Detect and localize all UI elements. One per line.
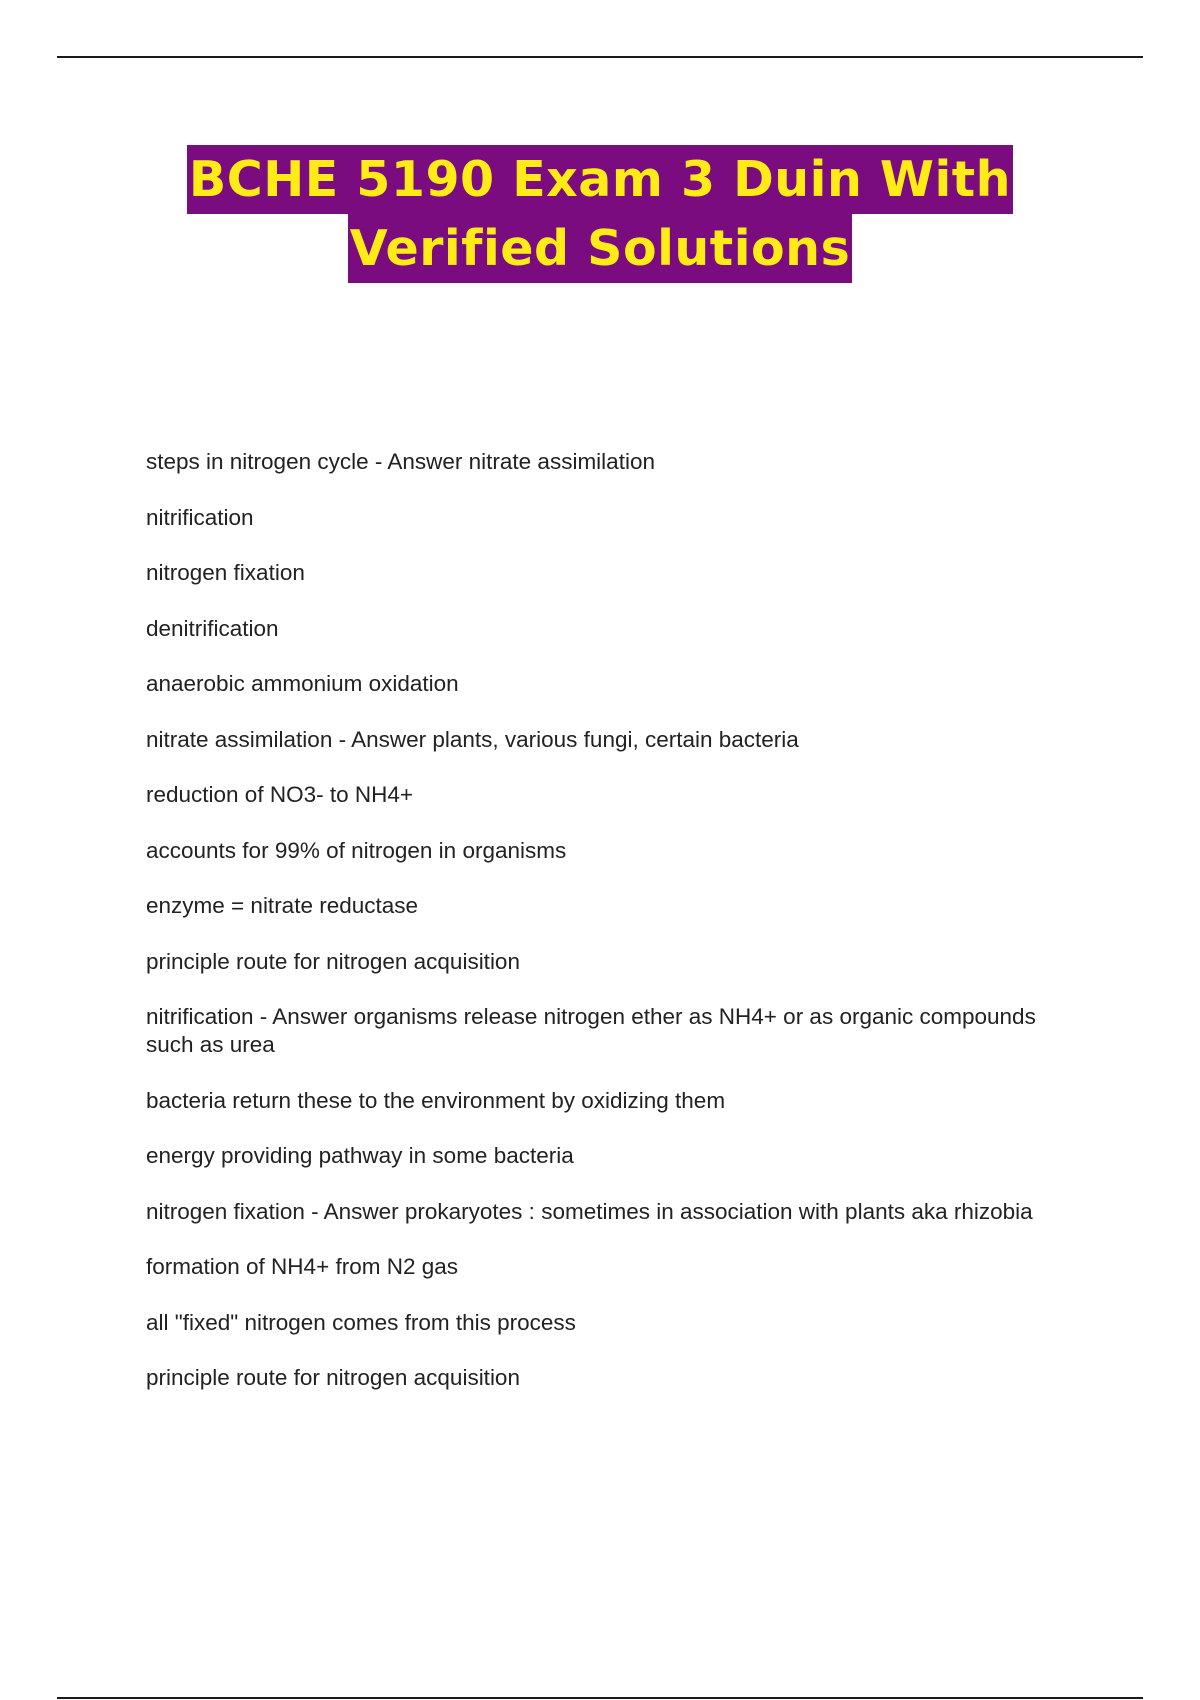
- list-item: reduction of NO3- to NH4+: [146, 782, 414, 807]
- list-item: anaerobic ammonium oxidation: [146, 671, 459, 696]
- title-line-2: Verified Solutions: [348, 214, 852, 283]
- list-item: energy providing pathway in some bacteria: [146, 1143, 574, 1168]
- list-item: principle route for nitrogen acquisition: [146, 1365, 520, 1390]
- document-body: [146, 448, 1046, 1420]
- list-item: accounts for 99% of nitrogen in organisms: [146, 837, 567, 863]
- list-item: bacteria return these to the environment by oxidizing them: [146, 1087, 726, 1113]
- footer-rule: [57, 1697, 1143, 1699]
- list-item: nitrate assimilation - Answer plants, various fungi, certain bacteria: [146, 726, 799, 752]
- list-item: steps in nitrogen cycle - Answer nitrate assimilation: [146, 449, 655, 474]
- header-rule: [57, 56, 1143, 58]
- list-item: nitrogen fixation: [146, 560, 305, 585]
- document-title: [0, 145, 1200, 283]
- list-item: formation of NH4+ from N2 gas: [146, 1254, 459, 1279]
- list-item: enzyme = nitrate reductase: [146, 893, 419, 918]
- list-item: denitrification: [146, 615, 279, 641]
- list-item: nitrogen fixation - Answer prokaryotes : sometimes in association with plants aka rhizobia: [146, 1198, 1033, 1224]
- list-item: nitrification - Answer organisms release nitrogen ether as NH4+ or as organic compounds such as urea: [146, 1004, 1036, 1057]
- title-line-1: BCHE 5190 Exam 3 Duin With: [187, 145, 1013, 214]
- list-item: all "fixed" nitrogen comes from this process: [146, 1309, 576, 1335]
- list-item: nitrification: [146, 504, 254, 530]
- list-item: principle route for nitrogen acquisition: [146, 948, 520, 974]
